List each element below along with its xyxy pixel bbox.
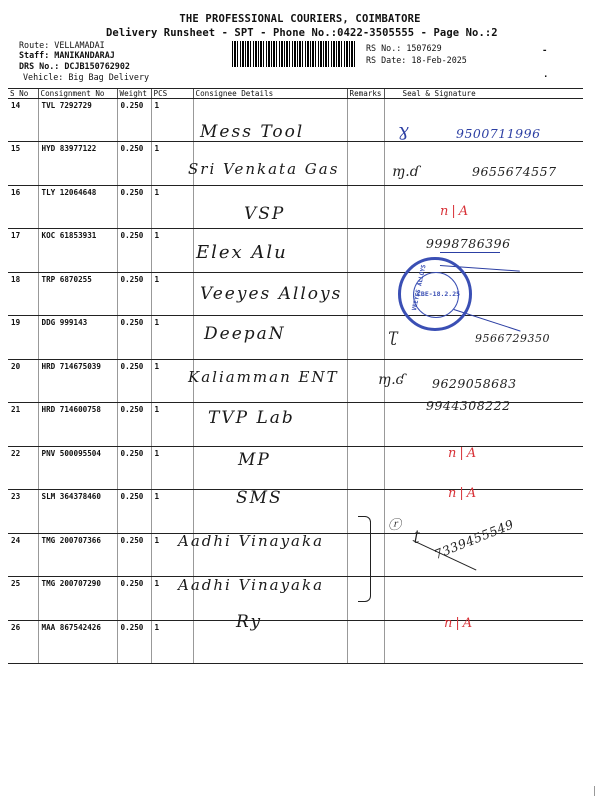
signature-cell	[384, 185, 583, 229]
weight-cell: 0.250	[117, 403, 151, 447]
fold-mark	[594, 786, 599, 796]
handwritten-consignee: Veeyes Alloys	[200, 284, 343, 304]
pcs-cell: 1	[151, 99, 193, 142]
handwritten-consignee: Ry	[236, 612, 263, 632]
rs-number: RS No.: 1507629	[366, 43, 442, 53]
sno-cell: 21	[8, 403, 38, 447]
col-weight: Weight	[117, 89, 151, 99]
signature-cell	[384, 577, 583, 621]
handwritten-consignee: Aadhi Vinayaka	[178, 576, 325, 594]
drs-number: DRS No.: DCJB150762902	[19, 61, 130, 71]
remarks-cell	[347, 272, 384, 316]
signature-scribble: ɱ.ɗ	[392, 164, 420, 180]
signature-scribble: ʈ	[414, 528, 420, 544]
handwritten-phone: 9944308222	[426, 398, 511, 413]
col-consignment: Consignment No	[38, 89, 117, 99]
handwritten-phone: 9998786396	[426, 236, 511, 251]
sno-cell: 19	[8, 316, 38, 360]
handwritten-phone: 7339455549	[432, 516, 516, 562]
sno-cell: 20	[8, 359, 38, 403]
weight-cell: 0.250	[117, 272, 151, 316]
pcs-cell: 1	[151, 185, 193, 229]
drs-barcode	[232, 41, 356, 67]
consignment-cell: TLY 12064648	[38, 185, 117, 229]
sno-cell: 14	[8, 99, 38, 142]
handwritten-phone: 9500711996	[456, 126, 541, 141]
table-header-row	[8, 89, 583, 99]
ink-stroke	[440, 252, 500, 253]
weight-cell: 0.250	[117, 99, 151, 142]
weight-cell: 0.250	[117, 185, 151, 229]
pcs-cell: 1	[151, 359, 193, 403]
handwritten-consignee: TVP Lab	[208, 408, 295, 428]
handwritten-consignee: VSP	[244, 204, 286, 224]
signature-scribble: Ʈ	[388, 330, 398, 346]
sno-cell: 22	[8, 446, 38, 490]
stamp-ring-text: VEEYES ALLOYS	[411, 264, 428, 312]
handwritten-consignee: DeepaN	[204, 324, 286, 344]
staff-label: Staff: MANIKANDARAJ	[19, 50, 115, 60]
handwritten-consignee: Elex Alu	[196, 242, 288, 263]
handwritten-consignee: Mess Tool	[200, 122, 305, 142]
vehicle-label: Vehicle: Big Bag Delivery	[23, 72, 150, 82]
handwritten-phone: 9655674557	[472, 164, 557, 179]
consignment-cell: TRP 6870255	[38, 272, 117, 316]
sno-cell: 16	[8, 185, 38, 229]
handwritten-phone: 9566729350	[475, 332, 550, 345]
consignment-cell: HRD 714600758	[38, 403, 117, 447]
handwritten-consignee: MP	[238, 450, 271, 470]
not-available-mark: n|A	[440, 204, 472, 219]
table-row	[8, 185, 583, 229]
stamp-center-text: CBE-18.2.25	[417, 290, 461, 298]
sno-cell: 24	[8, 533, 38, 577]
signature-cell	[384, 446, 583, 490]
col-pcs: PCS	[151, 89, 193, 99]
consignment-cell: HYD 83977122	[38, 142, 117, 186]
handwritten-consignee: Sri Venkata Gas	[188, 160, 340, 178]
col-signature: Seal & Signature	[384, 89, 583, 99]
weight-cell: 0.250	[117, 446, 151, 490]
pcs-cell: 1	[151, 577, 193, 621]
remarks-cell	[347, 185, 384, 229]
remarks-cell	[347, 142, 384, 186]
col-consignee: Consignee Details	[193, 89, 347, 99]
col-remarks: Remarks	[347, 89, 384, 99]
consignment-cell: TVL 7292729	[38, 99, 117, 142]
pcs-cell: 1	[151, 490, 193, 534]
not-available-mark: n|A	[444, 616, 476, 631]
pcs-cell: 1	[151, 272, 193, 316]
pcs-cell: 1	[151, 620, 193, 664]
remarks-cell	[347, 446, 384, 490]
handwritten-consignee: Kaliamman ENT	[188, 368, 339, 386]
runsheet-subtitle: Delivery Runsheet - SPT - Phone No.:0422-3505555 - Page No.:2	[106, 27, 498, 39]
weight-cell: 0.250	[117, 533, 151, 577]
sno-cell: 25	[8, 577, 38, 621]
weight-cell: 0.250	[117, 620, 151, 664]
consignee-cell	[193, 620, 347, 664]
weight-cell: 0.250	[117, 577, 151, 621]
remarks-cell	[347, 99, 384, 142]
signature-scribble: ɣ	[398, 120, 409, 141]
col-sno: S No	[8, 89, 38, 99]
remarks-cell	[347, 403, 384, 447]
sno-cell: 26	[8, 620, 38, 664]
route-label: Route: VELLAMADAI	[19, 40, 105, 50]
sno-cell: 23	[8, 490, 38, 534]
weight-cell: 0.250	[117, 142, 151, 186]
not-available-mark: n|A	[448, 486, 480, 501]
signature-scribble: ɱ.ʛ	[378, 372, 405, 388]
not-available-mark: n|A	[448, 446, 480, 461]
weight-cell: 0.250	[117, 229, 151, 273]
remarks-cell	[347, 229, 384, 273]
handwritten-consignee: Aadhi Vinayaka	[178, 532, 325, 550]
remarks-cell	[347, 316, 384, 360]
handwritten-phone: 9629058683	[432, 376, 517, 391]
pcs-cell: 1	[151, 446, 193, 490]
pcs-cell: 1	[151, 142, 193, 186]
signature-cell	[384, 620, 583, 664]
consignment-cell: TMG 200707290	[38, 577, 117, 621]
sno-cell: 18	[8, 272, 38, 316]
weight-cell: 0.250	[117, 316, 151, 360]
rs-date: RS Date: 18-Feb-2025	[366, 55, 467, 65]
table-row	[8, 620, 583, 664]
remarks-cell	[347, 620, 384, 664]
consignment-cell: TMG 200707366	[38, 533, 117, 577]
consignment-cell: DDG 999143	[38, 316, 117, 360]
consignment-cell: KOC 61853931	[38, 229, 117, 273]
table-row	[8, 446, 583, 490]
remarks-bracket	[358, 516, 371, 602]
pcs-cell: 1	[151, 403, 193, 447]
weight-cell: 0.250	[117, 359, 151, 403]
pcs-cell: 1	[151, 316, 193, 360]
dash-mark: -	[542, 46, 548, 56]
pcs-cell: 1	[151, 533, 193, 577]
company-seal-stamp	[398, 257, 472, 331]
dot-mark: .	[543, 70, 549, 80]
company-title: THE PROFESSIONAL COURIERS, COIMBATORE	[179, 13, 421, 25]
handwritten-consignee: SMS	[236, 488, 283, 508]
consignment-cell: PNV 500095504	[38, 446, 117, 490]
pcs-cell: 1	[151, 229, 193, 273]
consignment-cell: SLM 364378460	[38, 490, 117, 534]
sno-cell: 17	[8, 229, 38, 273]
sno-cell: 15	[8, 142, 38, 186]
circled-mark: ⓡ	[388, 518, 402, 533]
consignment-cell: MAA 867542426	[38, 620, 117, 664]
consignment-cell: HRD 714675039	[38, 359, 117, 403]
weight-cell: 0.250	[117, 490, 151, 534]
